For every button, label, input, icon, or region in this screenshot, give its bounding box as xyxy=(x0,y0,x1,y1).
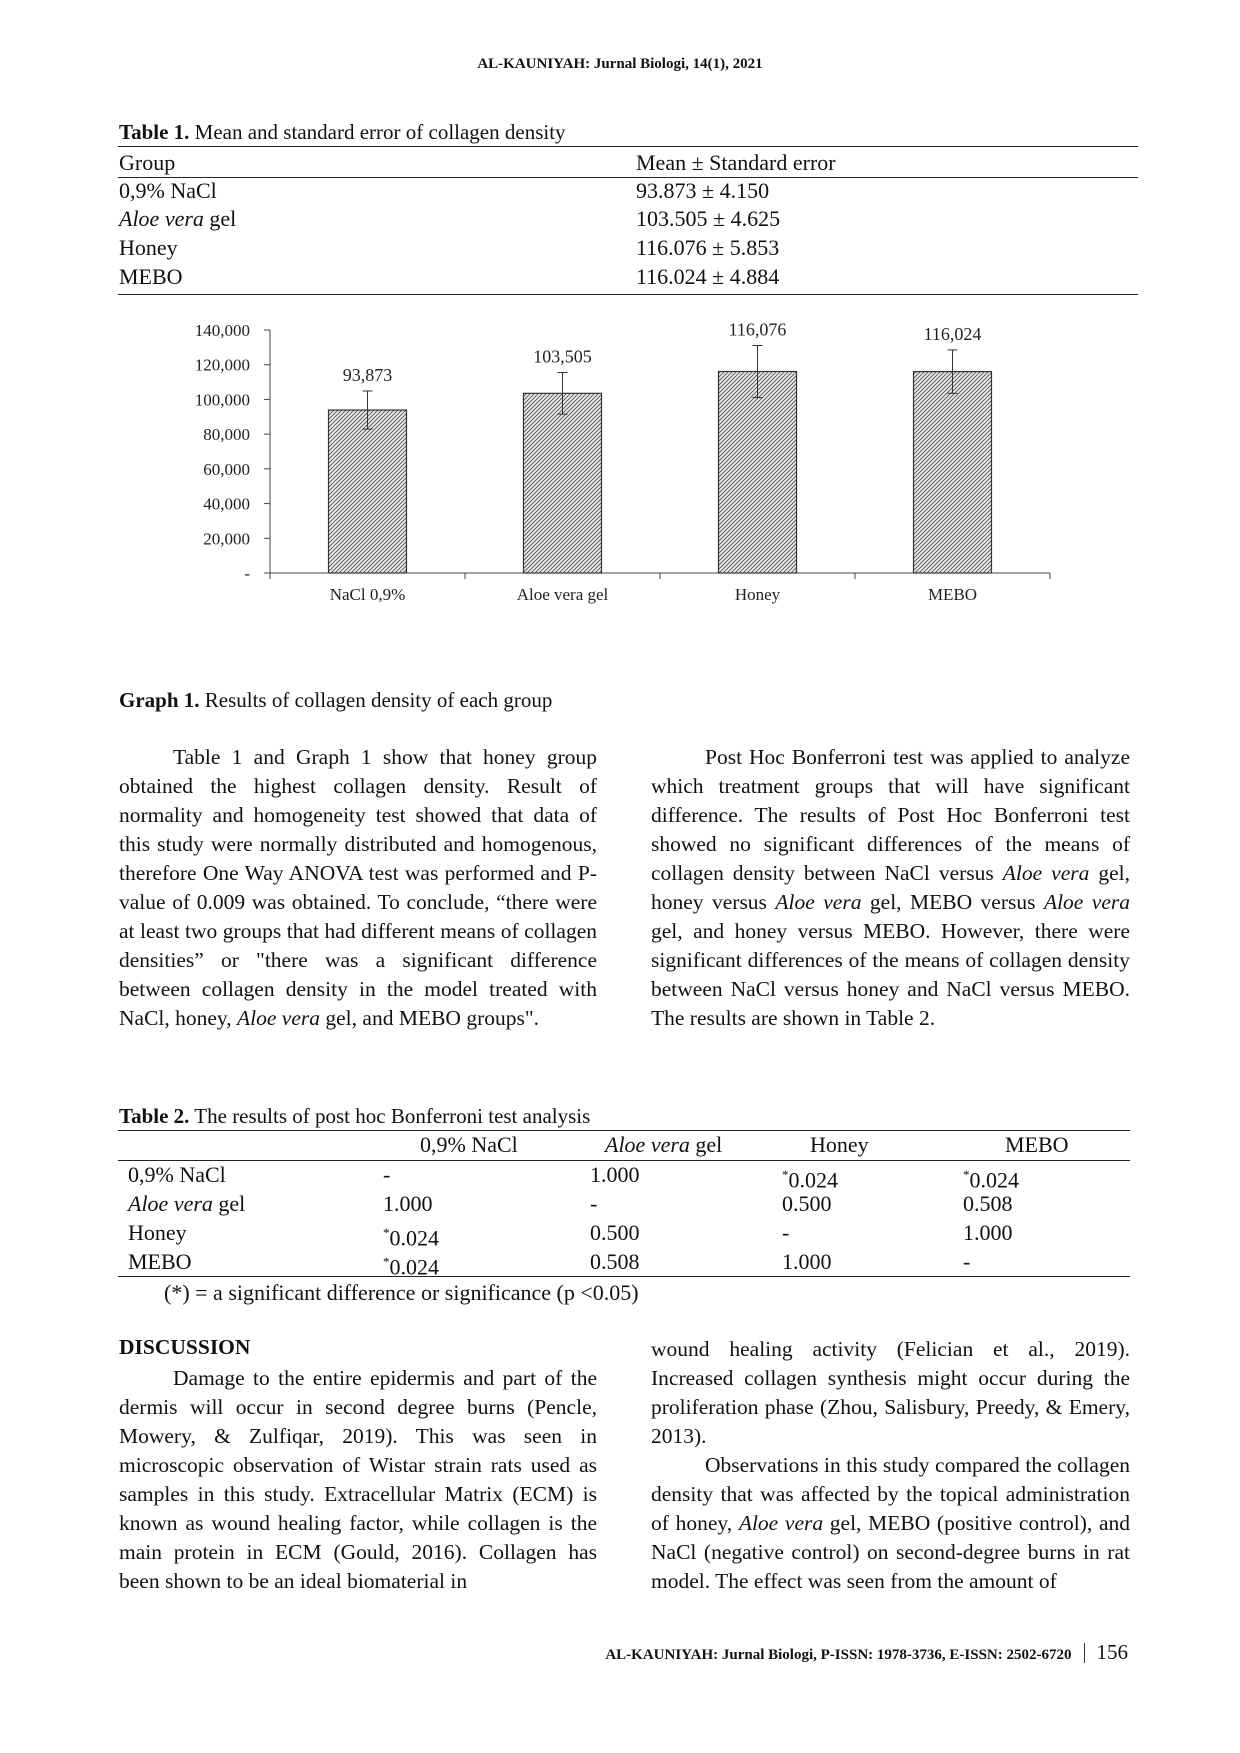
y-tick-label: 100,000 xyxy=(194,390,250,410)
paragraph-text xyxy=(651,1451,1130,1596)
table2-row-label xyxy=(128,1191,245,1217)
paragraph-text xyxy=(651,743,1130,1033)
cell-value: 1.000 xyxy=(782,1249,832,1274)
cell-value: - xyxy=(782,1220,790,1245)
text-run: Damage to the entire epidermis and part of the dermis will occur in second degree burns (Pencle, Mowery, & Zulfiqar, 2019). This was seen in microscopic observation of Wistar strain rats used as samples in this study. Extracellular Matrix (ECM) is known as wound healing factor, while collagen is the main protein in ECM (Gould, 2016). Collagen has been shown to be an ideal biomaterial in xyxy=(119,1366,597,1593)
text-run: Table 1 and Graph 1 show that honey group obtained the highest collagen density. Result of normality and homogeneity test showed that data of this study were normally distributed and homogenous, therefore One Way ANOVA test was performed and P-value of 0.009 was obtained. To conclude, “there were at least two groups that had different means of collagen densities” or "there was a significant difference between collagen density in the model treated with NaCl, honey, xyxy=(119,745,597,1030)
table2-cell xyxy=(383,1191,433,1217)
footer-journal: AL-KAUNIYAH: Jurnal Biologi, P-ISSN: 1978-3736, E-ISSN: 2502-6720 xyxy=(605,1647,1072,1663)
table2-cell xyxy=(383,1220,439,1251)
graph1-caption xyxy=(119,688,552,713)
y-tick-label: 20,000 xyxy=(203,529,250,549)
text-run: Observations in this study compared the collagen density that was affected by the topical administration of honey, xyxy=(651,1453,1130,1535)
table2-cell xyxy=(963,1249,970,1275)
table2-cell xyxy=(782,1162,838,1193)
data-label: 116,024 xyxy=(923,323,982,344)
y-tick-label: - xyxy=(244,564,250,583)
table2-caption-label: Table 2. xyxy=(119,1104,190,1128)
text-run: gel, and MEBO groups". xyxy=(320,1006,539,1030)
table1-row-group xyxy=(119,178,217,204)
italic-term: Aloe vera xyxy=(775,890,862,914)
table2-cell xyxy=(590,1220,640,1246)
bar xyxy=(329,410,407,573)
footer-divider xyxy=(1084,1643,1085,1663)
table2-header-cell: 0,9% NaCl xyxy=(420,1132,518,1157)
table2-header-cell: Honey xyxy=(810,1132,869,1157)
y-tick-label: 60,000 xyxy=(203,459,250,479)
collagen-density-bar-chart xyxy=(150,310,1070,680)
cell-value: - xyxy=(963,1249,971,1274)
right-paragraph-discussion-cont xyxy=(651,1335,1130,1451)
cell-value: 1.000 xyxy=(963,1220,1013,1245)
group-label-rest: gel xyxy=(203,206,237,231)
header-rest: gel xyxy=(689,1132,723,1157)
page-number: 156 xyxy=(1096,1640,1128,1664)
cell-value: 0.500 xyxy=(782,1191,832,1216)
y-tick-label: 140,000 xyxy=(194,321,250,340)
group-label: Honey xyxy=(119,235,178,260)
table2-cell xyxy=(963,1220,1013,1246)
paragraph-text xyxy=(119,1364,597,1596)
table1-bottom-rule xyxy=(118,294,1138,295)
table2-cell xyxy=(963,1191,1013,1217)
cell-value: 0.024 xyxy=(788,1167,838,1193)
header-italic: Aloe vera xyxy=(605,1132,690,1157)
cell-value: 1.000 xyxy=(590,1162,640,1187)
table2-caption xyxy=(119,1104,590,1129)
table2-cell xyxy=(383,1162,390,1188)
cell-value: 0.024 xyxy=(969,1167,1019,1193)
cell-value: 0.508 xyxy=(963,1191,1013,1216)
table2-bottom-rule xyxy=(118,1276,1130,1277)
paragraph-text xyxy=(119,743,597,1033)
x-tick-label: Aloe vera gel xyxy=(516,585,609,604)
table2-row-label: MEBO xyxy=(128,1249,192,1274)
group-label: 0,9% NaCl xyxy=(119,178,217,203)
table1-row-group xyxy=(119,206,236,232)
cell-value: 1.000 xyxy=(383,1191,433,1216)
table1-header-group: Group xyxy=(119,150,176,175)
group-label: MEBO xyxy=(119,264,183,289)
table2-cell xyxy=(590,1191,597,1217)
left-paragraph-discussion xyxy=(119,1364,597,1596)
bar xyxy=(914,372,992,573)
bar xyxy=(719,372,797,573)
page-footer xyxy=(605,1640,1128,1665)
table1-row-group xyxy=(119,235,178,261)
table2-row-label: 0,9% NaCl xyxy=(128,1162,226,1187)
text-run: Post Hoc Bonferroni test was applied to analyze which treatment groups that will have significant difference. The results of Post Hoc Bonferroni test showed no significant differences of the means of collagen density between NaCl versus xyxy=(651,745,1130,885)
table1-row-mean: 116.076 ± 5.853 xyxy=(636,235,780,260)
y-tick-label: 120,000 xyxy=(194,355,250,375)
y-tick-label: 80,000 xyxy=(203,425,250,445)
cell-value: 0.024 xyxy=(389,1254,439,1280)
table2-note: (*) = a significant difference or significance (p <0.05) xyxy=(164,1280,639,1305)
table2-header-rule xyxy=(118,1160,1130,1161)
italic-term: Aloe vera xyxy=(1043,890,1131,914)
table2-cell xyxy=(782,1249,832,1275)
table1-row-mean: 93.873 ± 4.150 xyxy=(636,178,770,203)
text-run: wound healing activity (Felician et al., 2019). Increased collagen synthesis might occur during the proliferation phase (Zhou, Salisbury, Preedy, & Emery, 2013). xyxy=(651,1337,1130,1448)
significance-marker: * xyxy=(383,1254,390,1269)
text-run: gel, MEBO (positive control), and NaCl (negative control) on second-degree burns in rat model. The effect was seen from the amount of xyxy=(651,1511,1131,1593)
cell-value: 0.024 xyxy=(389,1225,439,1251)
graph1-caption-text: Results of collagen density of each group xyxy=(199,688,553,712)
right-paragraph-observations xyxy=(651,1451,1130,1596)
y-tick-label: 40,000 xyxy=(203,494,250,514)
table1-caption-text: Mean and standard error of collagen density xyxy=(189,120,566,144)
data-label: 116,076 xyxy=(728,319,787,340)
table2-header-cell: MEBO xyxy=(1005,1132,1069,1157)
table1-row-group xyxy=(119,264,183,290)
x-tick-label: Honey xyxy=(734,585,781,604)
x-tick-label: NaCl 0,9% xyxy=(329,585,406,604)
italic-term: Aloe vera xyxy=(1002,861,1090,885)
table2-cell xyxy=(963,1162,1019,1193)
cell-value: - xyxy=(383,1162,391,1187)
data-label: 93,873 xyxy=(342,364,393,385)
table2-caption-text: The results of post hoc Bonferroni test analysis xyxy=(189,1104,591,1128)
row-label-italic: Aloe vera xyxy=(128,1191,213,1216)
text-run: gel, and honey versus MEBO. However, there were significant differences of the means of collagen density between NaCl versus honey and NaCl versus MEBO. The results are shown in Table 2. xyxy=(651,919,1130,1030)
group-label-italic: Aloe vera xyxy=(119,206,204,231)
x-tick-label: MEBO xyxy=(927,585,978,604)
left-paragraph-results xyxy=(119,743,597,1033)
graph1-caption-label: Graph 1. xyxy=(119,688,200,712)
table1-header-rule xyxy=(118,177,1138,178)
running-header: AL-KAUNIYAH: Jurnal Biologi, 14(1), 2021 xyxy=(477,56,763,72)
table2-top-rule xyxy=(118,1130,1130,1131)
cell-value: 0.508 xyxy=(590,1249,640,1274)
table1-header-mean: Mean ± Standard error xyxy=(636,150,836,175)
table1-caption-label: Table 1. xyxy=(119,120,190,144)
table2-header-cell xyxy=(605,1132,722,1158)
table2-cell xyxy=(782,1191,832,1217)
text-run: gel, MEBO versus xyxy=(861,890,1044,914)
italic-term: Aloe vera xyxy=(237,1006,321,1030)
significance-marker: * xyxy=(383,1225,390,1240)
table2-cell xyxy=(782,1220,789,1246)
row-label-rest: gel xyxy=(212,1191,246,1216)
table2-row-label: Honey xyxy=(128,1220,187,1245)
table2-cell xyxy=(590,1162,640,1188)
paragraph-text xyxy=(651,1335,1130,1451)
table1-row-mean: 116.024 ± 4.884 xyxy=(636,264,780,289)
italic-term: Aloe vera xyxy=(738,1511,824,1535)
table1-row-mean: 103.505 ± 4.625 xyxy=(636,206,781,231)
text-run: gel, honey versus xyxy=(651,861,1130,914)
bar xyxy=(524,393,602,573)
significance-marker: * xyxy=(963,1167,970,1182)
discussion-heading: DISCUSSION xyxy=(119,1335,251,1359)
significance-marker: * xyxy=(782,1167,789,1182)
right-paragraph-posthoc xyxy=(651,743,1130,1033)
cell-value: - xyxy=(590,1191,598,1216)
table1-caption xyxy=(119,120,566,145)
table2-cell xyxy=(590,1249,640,1275)
data-label: 103,505 xyxy=(533,346,592,367)
cell-value: 0.500 xyxy=(590,1220,640,1245)
table1-top-rule xyxy=(118,146,1138,147)
